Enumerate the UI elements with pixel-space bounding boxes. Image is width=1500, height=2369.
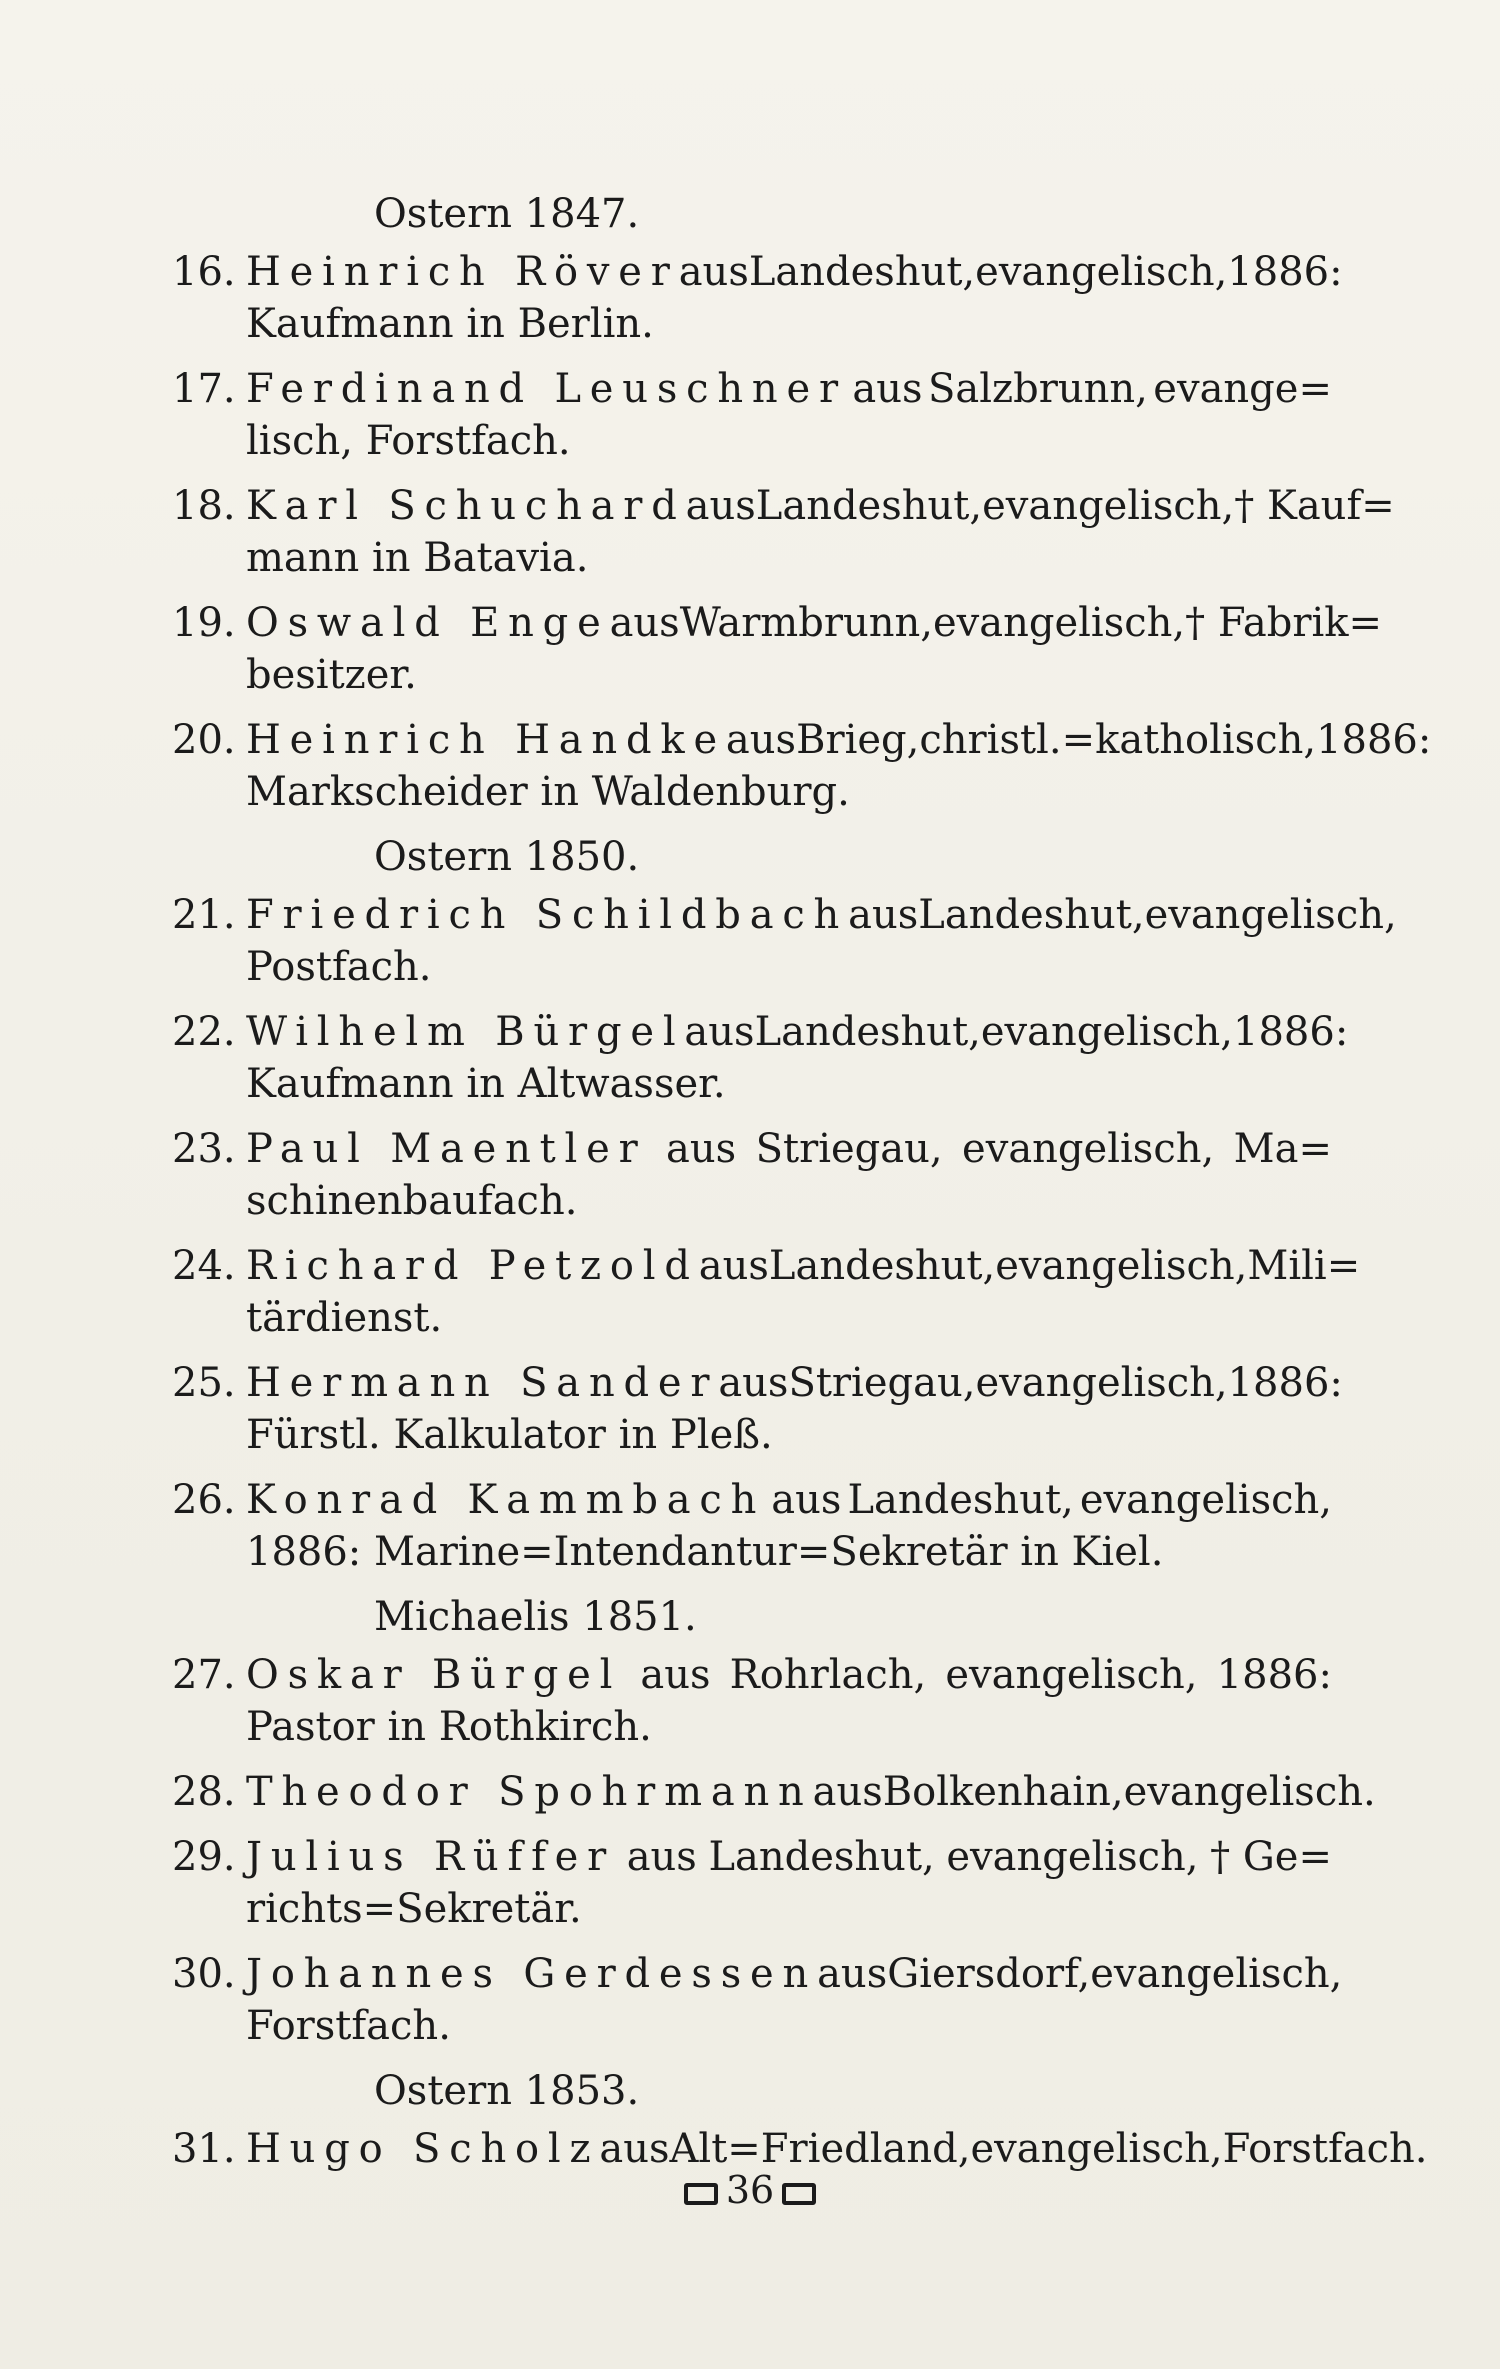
entry-lead [172, 1357, 718, 1409]
entry-name: Paul Maentler [246, 1126, 647, 1172]
entry-word: christl.=katholisch, [919, 717, 1317, 763]
register-entry [172, 480, 1395, 584]
entry-word: Alt=Friedland, [669, 2126, 971, 2172]
entry-name: Friedrich Schildbach [246, 892, 849, 938]
entry-word: evangelisch, [1079, 1477, 1332, 1523]
entry-word: aus [817, 1951, 888, 1997]
entry-first-line [172, 1948, 1343, 2000]
entry-first-line [172, 1831, 1332, 1883]
entry-lead [172, 1948, 817, 2000]
register-entry [172, 1006, 1349, 1110]
entry-first-line [172, 889, 1397, 941]
register-entry [172, 1948, 1343, 2052]
entry-word: Salzbrunn, [927, 366, 1148, 412]
entry-continuation: Pastor in Rothkirch. [246, 1704, 652, 1750]
entry-number: 18. [172, 483, 236, 529]
entry-word: aus [725, 717, 797, 763]
entry-number: 28. [172, 1769, 236, 1815]
entry-name: Wilhelm Bürgel [246, 1009, 685, 1055]
entry-word: Landeshut, [768, 1243, 996, 1289]
entry-first-line [172, 1123, 1332, 1175]
entry-word: aus [609, 600, 680, 646]
entry-word: aus [666, 1126, 737, 1172]
entry-continuation: Kaufmann in Altwasser. [246, 1061, 726, 1107]
entry-lead [172, 1474, 765, 1526]
entry-lead [172, 889, 848, 941]
entry-first-line [172, 1357, 1343, 1409]
register-entry [172, 714, 1432, 818]
entry-first-line [172, 480, 1395, 532]
entry-word: aus [852, 366, 923, 412]
entry-word: evange= [1153, 366, 1332, 412]
entry-first-line [172, 1240, 1361, 1292]
entry-word: evangelisch, [982, 483, 1235, 529]
entry-continuation: lisch, Forstfach. [246, 418, 571, 464]
entry-name: Theodor Spohrmann [246, 1769, 813, 1815]
entry-word: 1886: [1233, 1009, 1349, 1055]
entry-continuation: tärdienst. [246, 1295, 443, 1341]
entry-word: evangelisch, [1090, 1951, 1343, 1997]
entry-first-line [172, 1766, 1376, 1818]
entry-word: evangelisch, [962, 1126, 1215, 1172]
entry-number: 30. [172, 1951, 236, 1997]
entry-word: † Fabrik= [1185, 600, 1382, 646]
register-entry [172, 246, 1343, 350]
entry-continuation: mann in Batavia. [246, 535, 589, 581]
entry-number: 26. [172, 1477, 236, 1523]
entry-lead [172, 1766, 813, 1818]
entry-word: 1886: [1227, 1360, 1343, 1406]
entry-word: Landeshut, [755, 483, 983, 529]
section-heading: Ostern 1850. [374, 834, 640, 880]
entry-word: † Kauf= [1234, 483, 1395, 529]
entry-word: aus [718, 1360, 789, 1406]
entry-name: Konrad Kammbach [246, 1477, 766, 1523]
entry-number: 27. [172, 1652, 236, 1698]
entry-word: Landeshut, [708, 1834, 935, 1880]
entry-word: Warmbrunn, [679, 600, 933, 646]
entry-continuation: Markscheider in Waldenburg. [246, 769, 850, 815]
register-entry [172, 1766, 1376, 1818]
entry-word: evangelisch, [1144, 892, 1397, 938]
register-entry [172, 1831, 1332, 1935]
entry-word: evangelisch, [945, 1652, 1198, 1698]
entry-word: aus [626, 1834, 697, 1880]
entry-lead [172, 246, 679, 298]
section-heading: Ostern 1847. [374, 191, 640, 237]
entry-word: aus [685, 483, 756, 529]
entry-word: 1886: [1227, 249, 1343, 295]
entry-word: evangelisch, [970, 2126, 1223, 2172]
entry-word: Ma= [1233, 1126, 1332, 1172]
entry-word: aus [684, 1009, 755, 1055]
entry-word: Striegau, [755, 1126, 943, 1172]
entry-word: aus [698, 1243, 769, 1289]
entry-lead [172, 597, 610, 649]
entry-word: Landeshut, [847, 1477, 1074, 1523]
entry-continuation: richts=Sekretär. [246, 1886, 582, 1932]
register-entry [172, 889, 1397, 993]
entry-lead [172, 1831, 615, 1883]
entry-continuation: schinenbaufach. [246, 1178, 578, 1224]
entry-continuation: Postfach. [246, 944, 432, 990]
entry-name: Heinrich Handke [246, 717, 726, 763]
entry-name: Hermann Sander [246, 1360, 719, 1406]
entry-lead [172, 363, 847, 415]
entry-word: Landeshut, [918, 892, 1145, 938]
entry-name: Heinrich Röver [246, 249, 679, 295]
entry-continuation: besitzer. [246, 652, 417, 698]
page-footer [0, 2168, 1500, 2212]
entry-first-line [172, 714, 1432, 766]
section-heading: Ostern 1853. [374, 2068, 640, 2114]
entry-name: Karl Schuchard [246, 483, 686, 529]
entry-word: evangelisch, [975, 1360, 1228, 1406]
entry-continuation: 1886: Marine=Intendantur=Sekretär in Kiel. [246, 1529, 1164, 1575]
entry-word: aus [771, 1477, 842, 1523]
section-heading: Michaelis 1851. [374, 1594, 697, 1640]
entry-word: 1886: [1316, 717, 1432, 763]
entry-number: 22. [172, 1009, 236, 1055]
entry-word: aus [640, 1652, 711, 1698]
entry-name: Oswald Enge [246, 600, 610, 646]
register-entry [172, 1357, 1343, 1461]
entry-lead [172, 714, 726, 766]
entry-word: aus [812, 1769, 883, 1815]
entry-word: evangelisch, [946, 1834, 1199, 1880]
entry-word: evangelisch. [1123, 1769, 1376, 1815]
entry-word: Mili= [1247, 1243, 1361, 1289]
entry-first-line [172, 597, 1382, 649]
register-entry [172, 1240, 1361, 1344]
entry-lead [172, 1123, 647, 1175]
register-entry [172, 1123, 1332, 1227]
entry-first-line [172, 1649, 1332, 1701]
entry-word: Giersdorf, [887, 1951, 1091, 1997]
entry-first-line [172, 246, 1343, 298]
register-entry [172, 597, 1382, 701]
entry-name: Johannes Gerdessen [246, 1951, 818, 1997]
entry-word: evangelisch, [975, 249, 1228, 295]
entry-word: evangelisch, [995, 1243, 1248, 1289]
entry-name: Ferdinand Leuschner [246, 366, 847, 412]
entry-word: Bolkenhain, [882, 1769, 1124, 1815]
entry-first-line [172, 1474, 1332, 1526]
register-list [172, 188, 1432, 2188]
entry-word: evangelisch, [980, 1009, 1234, 1055]
entry-number: 23. [172, 1126, 236, 1172]
register-entry [172, 1649, 1332, 1753]
entry-number: 17. [172, 366, 236, 412]
entry-word: Rohrlach, [729, 1652, 927, 1698]
entry-word: † Ge= [1210, 1834, 1332, 1880]
entry-number: 16. [172, 249, 236, 295]
entry-word: aus [599, 2126, 670, 2172]
register-entry [172, 1474, 1332, 1578]
footer-ornament-right [782, 2183, 816, 2205]
entry-number: 25. [172, 1360, 236, 1406]
entry-lead [172, 1649, 621, 1701]
entry-first-line [172, 1006, 1349, 1058]
entry-first-line [172, 363, 1332, 415]
entry-word: Landeshut, [754, 1009, 981, 1055]
entry-continuation: Forstfach. [246, 2003, 451, 2049]
register-entry [172, 363, 1332, 467]
entry-word: aus [678, 249, 749, 295]
page-number: 36 [725, 2168, 775, 2212]
entry-word: Brieg, [796, 717, 920, 763]
entry-name: Hugo Scholz [246, 2126, 600, 2172]
entry-number: 20. [172, 717, 236, 763]
entry-continuation: Fürstl. Kalkulator in Pleß. [246, 1412, 773, 1458]
entry-lead [172, 1006, 684, 1058]
entry-lead [172, 1240, 699, 1292]
entry-word: evangelisch, [932, 600, 1186, 646]
entry-name: Oskar Bürgel [246, 1652, 622, 1698]
entry-word: Striegau, [788, 1360, 976, 1406]
entry-word: Forstfach. [1222, 2126, 1428, 2172]
entry-word: Landeshut, [748, 249, 976, 295]
entry-number: 24. [172, 1243, 236, 1289]
entry-continuation: Kaufmann in Berlin. [246, 301, 654, 347]
footer-ornament-left [684, 2183, 718, 2205]
entry-lead [172, 480, 686, 532]
entry-word: 1886: [1216, 1652, 1332, 1698]
entry-number: 21. [172, 892, 236, 938]
entry-number: 29. [172, 1834, 236, 1880]
entry-name: Julius Rüffer [246, 1834, 616, 1880]
entry-word: aus [848, 892, 919, 938]
entry-number: 19. [172, 600, 236, 646]
entry-number: 31. [172, 2126, 236, 2172]
entry-name: Richard Petzold [246, 1243, 699, 1289]
